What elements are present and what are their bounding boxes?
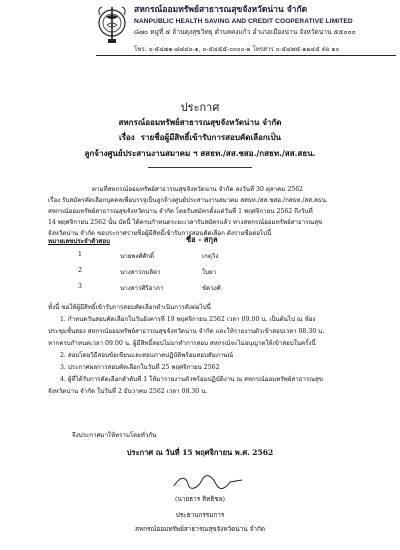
body-line: จังหวัดน่าน จำกัด ขอประกาศรายชื่อผู้มีสิทธิ์เข้ารับการสอบคัดเลือก ดังรายชื่อต่อไปนี้ — [48, 230, 272, 237]
heading-divider — [148, 167, 252, 168]
handwritten-signature-icon — [168, 474, 248, 490]
cell-last-name: ใบยา — [202, 269, 217, 276]
column-header-name: ชื่อ - สกุล — [186, 235, 218, 244]
announcement-subject-line2: ลูกจ้างศูนย์ประสานงานสมาคม ฯ สสธท./สส.ชสอ./กสธท./สส.สธน. — [84, 148, 316, 158]
instruction-item: 3. ประกาศผลการสอบคัดเลือกในวันที่ 25 พฤศจิกายน 2562 — [60, 364, 220, 371]
column-header-exam-number: หมายเลขประจำตัวสอบ — [48, 238, 110, 245]
signer-position: ประธานกรรมการ — [175, 511, 225, 519]
instruction-item: 1. กำหนดวันสอบคัดเลือกในวันอังคารที่ 19 พฤศจิกายน 2562 เวลา 09.00 น. เป็นต้นไป ณ ห้อง — [60, 316, 316, 323]
org-contact: โทร. ๐-๕๔๗๑-๘๘๔๐-๑, ๐-๕๔๕๕-๐๐๐๐-๒ โทรสาร ๐-๕๔๗๕-๑๒๔๕ ต่อ ๑๐ — [134, 46, 340, 53]
body-line: สหกรณ์ออมทรัพย์สาธารณสุขจังหวัดน่าน จำกัด โดยรับสมัครตั้งแต่วันที่ 1 พฤศจิกายน 2562 ถึงวันที่ — [48, 208, 313, 215]
closing-statement: จึงประกาศมาให้ทราบโดยทั่วกัน — [72, 432, 157, 439]
cell-exam-number: 3 — [78, 283, 82, 290]
cell-first-name: นายพงศ์ศักดิ์ — [120, 253, 155, 260]
instructions — [48, 302, 378, 398]
signer-name: (นายธาร สิทธิชล) — [175, 495, 225, 503]
body-line: ตามที่สหกรณ์ออมทรัพย์สาธารณสุขจังหวัดน่าน จำกัด ลงวันที่ 30 ตุลาคม 2562 — [92, 186, 304, 193]
announcement-org: สหกรณ์ออมทรัพย์สาธารณสุขจังหวัดน่าน จำกัด — [118, 117, 282, 127]
body-paragraph — [48, 184, 370, 239]
cell-last-name: เกตุวิง — [202, 253, 219, 260]
org-address: ๘๗๐ หมู่ที่ ๕ ถ้านดุงสุขวิทยุ ตำบลคงแก้ว อำเภอเมืองน่าน จังหวัดน่าน ๕๕๐๐๐ — [134, 28, 356, 36]
table-header — [48, 234, 368, 248]
cell-last-name: ขัดวงศ์ — [202, 285, 221, 292]
announcement-date: ประกาศ ณ วันที่ 15 พฤศจิกายน พ.ศ. 2562 — [126, 448, 274, 457]
instruction-item-cont: จังหวัดน่าน จำกัด ในวันที่ 2 ธันวาคม 2562 เวลา 08.30 น. — [48, 388, 208, 395]
signer-org: สหกรณ์ออมทรัพย์สาธารณสุขจังหวัดน่าน จำกัด — [135, 525, 265, 533]
subject-text: รายชื่อผู้มีสิทธิ์เข้ารับการสอบคัดเลือกเป็น — [140, 132, 282, 142]
cell-first-name: นางสาวกมลิตา — [120, 269, 161, 276]
instruction-item: 4. ผู้ที่ได้รับการคัดเลือกลำดับที่ 1 ให้มารายงานตัวพร้อมปฏิบัติงาน ณ สหกรณ์ออมทรัพย์สาธารณสุข — [60, 376, 323, 383]
letterhead — [0, 0, 400, 62]
announcement-title: ประกาศ — [180, 101, 220, 114]
instruction-item: 2. สอบโดยวิธีสอบข้อเขียนและสอบภาคปฏิบัติพร้อมสอบสัมภาษณ์ — [60, 352, 234, 359]
table-row — [48, 280, 368, 296]
org-name-english: NANPUBLIC HEALTH SAVING AND CREDIT COOPERATIVE LIMITED — [134, 18, 353, 25]
instruction-item-cont: ประชุมชั้นสอง สหกรณ์ออมทรัพย์สาธารณสุขจังหวัดน่าน จำกัด และให้รายงานตัวเข้าสอบเวลา 08.30 น. — [48, 328, 325, 335]
table-row — [48, 248, 368, 264]
instructions-intro: ทั้งนี้ ขอให้ผู้มีสิทธิ์เข้ารับการสอบคัดเลือกดำเนินการดังต่อไปนี้ — [48, 304, 211, 311]
body-line: 14 พฤศจิกายน 2562 นั้น บัดนี้ ได้ครบกำหนดระยะเวลารับสมัครแล้ว ทางสหกรณ์ออมทรัพย์สาธารณสุข — [48, 219, 323, 226]
cell-first-name: นางสาวศิริอาภา — [120, 285, 164, 292]
subject-label: เรื่อง — [118, 132, 135, 142]
announcement-subject — [0, 131, 400, 144]
cell-exam-number: 1 — [78, 251, 82, 258]
candidate-table — [48, 234, 368, 296]
org-name-thai: สหกรณ์ออมทรัพย์สาธารณสุขจังหวัดน่าน จำกัด — [134, 5, 308, 15]
cooperative-emblem-icon — [96, 5, 128, 45]
cell-exam-number: 2 — [78, 267, 82, 274]
table-row — [48, 264, 368, 280]
instruction-item-cont: หากครบกำหนดเวลา 09.00 น. ผู้มีสิทธิ์สอบไม่มาทำการสอบ สหกรณ์จะไม่อนุญาตให้เข้าสอบในครั้งนี้ — [48, 340, 316, 347]
letterhead-divider — [96, 55, 396, 56]
body-line: เรื่อง รับสมัครคัดเลือกบุคคลเพื่อบรรจุเป็นลูกจ้างศูนย์ประสานงานสมาคม สสธท./สส.ชสอ./กสธท./สส.สธน. — [48, 197, 328, 204]
